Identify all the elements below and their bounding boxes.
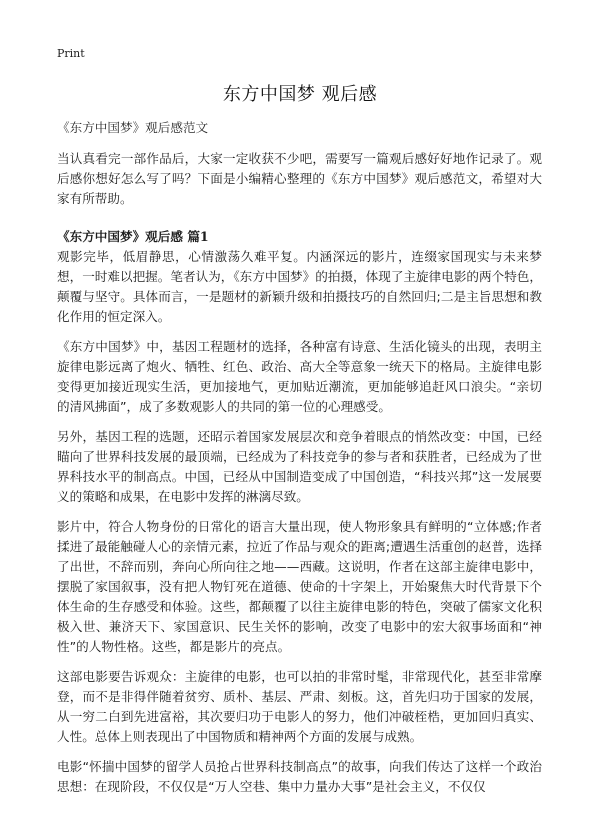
body-paragraph-3: 另外，基因工程的选题，还昭示着国家发展层次和竞争着眼点的悄然改变：中国，已经瞄向了世界科技发展的最顶端，已经成为了科技竞争的参与者和获胜者，已经成为了世界科技水平的制高点。中国，已经从中国制造变成了中国创造，“科技兴邦”这一发展要义的策略和成果，在电影中发挥的淋漓尽致。 <box>57 429 542 504</box>
section-heading: 《东方中国梦》观后感 篇1 <box>57 229 209 244</box>
intro-paragraph: 当认真看完一部作品后，大家一定收获不少吧，需要写一篇观后感好好地作记录了。观后感你想好怎么写了吗？下面是小编精心整理的《东方中国梦》观后感范文，希望对大家有所帮助。 <box>57 151 542 206</box>
document-subtitle: 《东方中国梦》观后感范文 <box>57 120 209 135</box>
body-paragraph-1: 观影完毕，低眉静思，心情激荡久难平复。内涵深远的影片，连缀家国现实与未来梦想，一时难以把握。笔者认为，《东方中国梦》的拍摄，体现了主旋律电影的两个特色，颠覆与坚守。具体而言，一是题材的新颖升级和拍摄技巧的自然回归;二是主旨思想和教化作用的恒定深入。 <box>57 249 542 324</box>
body-paragraph-5: 这部电影要告诉观众：主旋律的电影，也可以拍的非常时髦，非常现代化，甚至非常摩登，而不是非得伴随着贫穷、质朴、基层、严肃、刻板。这，首先归功于国家的发展，从一穷二白到先进富裕，其次要归功于电影人的努力，他们冲破桎梏，更加回归真实、人性。总体上则表现出了中国物质和精神两个方面的发展与成熟。 <box>57 669 542 744</box>
document-title: 东方中国梦 观后感 <box>222 84 378 105</box>
print-link[interactable]: Print <box>57 47 85 60</box>
body-paragraph-2: 《东方中国梦》中，基因工程题材的选择，各种富有诗意、生活化镜头的出现，表明主旋律电影远离了炮火、牺牲、红色、政治、高大全等意象一统天下的格局。主旋律电影变得更加接近现实生活，更加接地气，更加贴近潮流，更加能够追赶风口浪尖。“亲切的清风拂面”，成了多数观影人的共同的第一位的心理感受。 <box>57 339 542 414</box>
body-paragraph-4: 影片中，符合人物身份的日常化的语言大量出现，使人物形象具有鲜明的“立体感;作者揉进了最能触碰人心的亲情元素，拉近了作品与观众的距离;遭遇生活重创的赵普，选择了出世，不辞而别，奔向心所向往之地——西藏。这说明，作者在这部主旋律电影中，摆脱了家国叙事，没有把人物钉死在道德、使命的十字架上，开始聚焦大时代背景下个体生命的生存感受和体验。这些，都颠覆了以往主旋律电影的特色，突破了儒家文化积极入世、兼济天下、家国意识、民生关怀的影响，改变了电影中的宏大叙事场面和“神性”的人物性格。这些，都是影片的亮点。 <box>57 519 542 654</box>
body-paragraph-6: 电影“怀揣中国梦的留学人员抢占世界科技制高点”的故事，向我们传达了这样一个政治思想：在现阶段，不仅仅是“万人空巷、集中力量办大事”是社会主义，不仅仅 <box>57 759 542 794</box>
document-body <box>57 118 542 807</box>
